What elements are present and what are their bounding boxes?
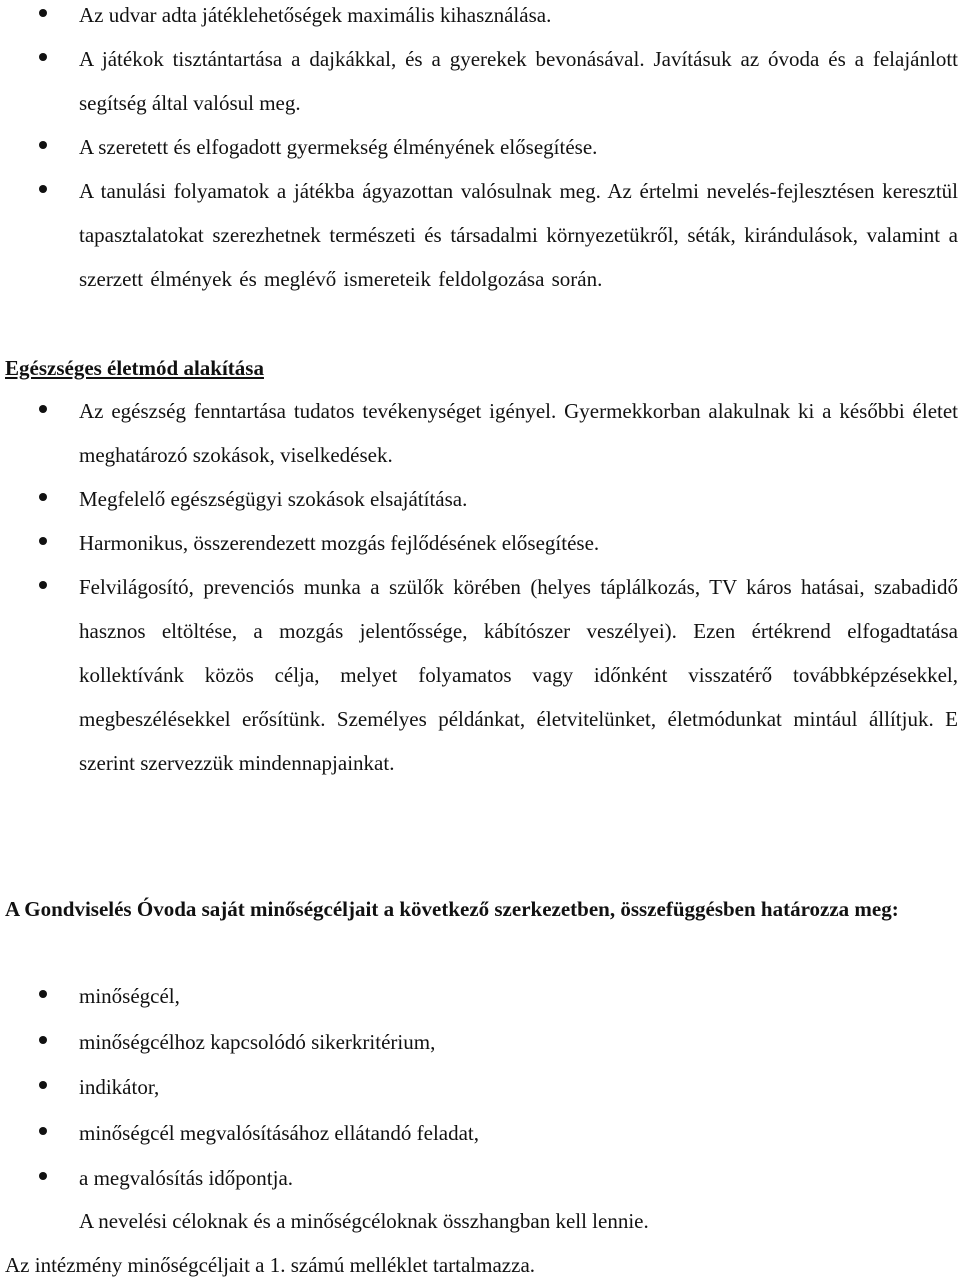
list-item: Az egészség fenntartása tudatos tevékenységet igényel. Gyermekkorban alakulnak ki a későbbi életet meghatározó szokások, viselkedések.: [0, 389, 960, 477]
list-item: minőségcél,: [0, 974, 960, 1020]
play-goals-list: [0, 0, 960, 301]
list-item: Felvilágosító, prevenciós munka a szülők körében (helyes táplálkozás, TV káros hatásai, szabadidő hasznos eltöltése, a mozgás jelentőssége, kábítószer veszélyei). Ezen értékrend elfogadtatása kollektívánk közös célja, melyet folyamatos vagy időnként visszatérő továbbképzésekkel, megbeszélésekkel erősítünk. Személyes példánkat, életvitelünket, életmódunkat mintául állítjuk. E szerint szervezzük mindennapjainkat.: [0, 565, 960, 785]
list-item: minőségcél megvalósításához ellátandó feladat,: [0, 1111, 960, 1157]
quality-goals-intro: A Gondviselés Óvoda saját minőségcéljait a következő szerkezetben, összefüggésben határozza meg:: [5, 897, 899, 921]
list-item: Megfelelő egészségügyi szokások elsajátítása.: [0, 477, 960, 521]
list-item: A tanulási folyamatok a játékba ágyazottan valósulnak meg. Az értelmi nevelés-fejlesztésen keresztül tapasztalatokat szerezhetnek természeti és társadalmi környezetükről, séták, kirándulások, valamint a szerzett élmények és meglévő ismereteik feldolgozása során.: [0, 169, 960, 301]
quality-structure-list: [0, 974, 960, 1202]
list-item: a megvalósítás időpontja.: [0, 1156, 960, 1202]
list-item: Az udvar adta játéklehetőségek maximális kihasználása.: [0, 0, 960, 37]
list-item: Harmonikus, összerendezett mozgás fejlődésének elősegítése.: [0, 521, 960, 565]
list-item: A szeretett és elfogadott gyermekség élményének elősegítése.: [0, 125, 960, 169]
health-goals-list: [0, 389, 960, 785]
list-item: indikátor,: [0, 1065, 960, 1111]
list-item: minőségcélhoz kapcsolódó sikerkritérium,: [0, 1020, 960, 1066]
alignment-note: A nevelési céloknak és a minőségcéloknak összhangban kell lennie.: [79, 1209, 649, 1233]
section-heading: Egészséges életmód alakítása: [5, 356, 264, 380]
list-item: A játékok tisztántartása a dajkákkal, és a gyerekek bevonásával. Javításuk az óvoda és a felajánlott segítség által valósul meg.: [0, 37, 960, 125]
appendix-reference: Az intézmény minőségcéljait a 1. számú melléklet tartalmazza.: [5, 1253, 536, 1277]
